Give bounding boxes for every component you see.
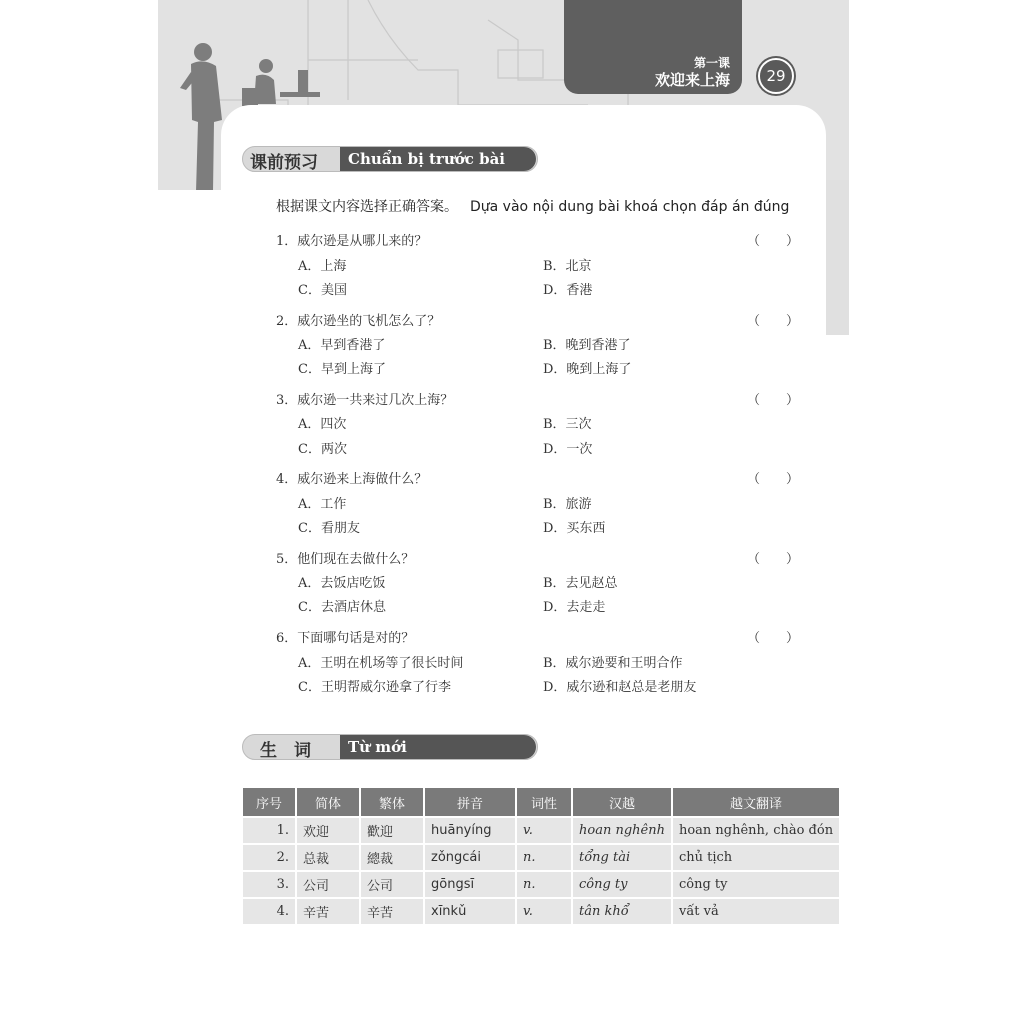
question-4: 4．威尔逊来上海做什么？ <box>276 472 428 487</box>
option-4b: B．旅游 <box>543 497 592 512</box>
option-3c: C．两次 <box>298 442 347 457</box>
answer-blank-2: （ ） <box>747 314 800 329</box>
question-3: 3．威尔逊一共来过几次上海？ <box>276 393 454 408</box>
col-header-pos: 词性 <box>517 788 571 816</box>
col-header-pinyin: 拼音 <box>425 788 515 816</box>
question-6: 6．下面哪句话是对的？ <box>276 631 415 646</box>
col-header-simplified: 简体 <box>297 788 359 816</box>
option-5d: D．去走走 <box>543 600 606 615</box>
lesson-tab <box>564 0 742 94</box>
option-2d: D．晚到上海了 <box>543 362 632 377</box>
col-header-traditional: 繁体 <box>361 788 423 816</box>
section-title-vi: Từ mới <box>340 735 536 759</box>
table-row: 1. 欢迎 歡迎 huānyíng v. hoan nghênh hoan nghênh, chào đón <box>243 816 839 843</box>
option-6a: A．王明在机场等了很长时间 <box>298 656 464 671</box>
col-header-translation: 越文翻译 <box>673 788 839 816</box>
option-5c: C．去酒店休息 <box>298 600 386 615</box>
table-row: 4. 辛苦 辛苦 xīnkǔ v. tân khổ vất vả <box>243 897 839 924</box>
instruction-vi: Dựa vào nội dung bài khoá chọn đáp án đúng <box>470 199 790 215</box>
question-5: 5．他们现在去做什么？ <box>276 552 415 567</box>
option-6c: C．王明帮威尔逊拿了行李 <box>298 680 451 695</box>
option-1b: B．北京 <box>543 259 592 274</box>
instruction <box>276 196 789 216</box>
table-row: 2. 总裁 總裁 zǒngcái n. tổng tài chủ tịch <box>243 843 839 870</box>
answer-blank-1: （ ） <box>747 234 800 249</box>
option-3d: D．一次 <box>543 442 593 457</box>
option-5a: A．去饭店吃饭 <box>298 576 386 591</box>
col-header-index: 序号 <box>243 788 295 816</box>
option-2c: C．早到上海了 <box>298 362 386 377</box>
answer-blank-5: （ ） <box>747 552 800 567</box>
option-6b: B．威尔逊要和王明合作 <box>543 656 683 671</box>
question-2: 2．威尔逊坐的飞机怎么了？ <box>276 314 441 329</box>
answer-blank-4: （ ） <box>747 472 800 487</box>
vocab-table <box>241 788 841 924</box>
lesson-title: 欢迎来上海 <box>654 71 730 89</box>
section-title-zh: 课前预习 <box>250 153 318 173</box>
page-number: 29 <box>758 58 794 94</box>
instruction-zh: 根据课文内容选择正确答案。 <box>276 199 458 215</box>
page-edge-strip <box>825 180 849 335</box>
option-5b: B．去见赵总 <box>543 576 618 591</box>
section-header-vocab <box>242 734 538 760</box>
option-1d: D．香港 <box>543 283 593 298</box>
option-1a: A．上海 <box>298 259 347 274</box>
option-4d: D．买东西 <box>543 521 606 536</box>
option-6d: D．威尔逊和赵总是老朋友 <box>543 680 697 695</box>
option-3a: A．四次 <box>298 417 347 432</box>
option-1c: C．美国 <box>298 283 347 298</box>
col-header-hanviet: 汉越 <box>573 788 671 816</box>
section-header-preview <box>242 146 538 192</box>
option-2b: B．晚到香港了 <box>543 338 631 353</box>
section-title-zh: 生 词 <box>260 741 311 761</box>
answer-blank-3: （ ） <box>747 393 800 408</box>
option-4c: C．看朋友 <box>298 521 360 536</box>
option-4a: A．工作 <box>298 497 347 512</box>
lesson-label: 第一课 <box>693 56 730 70</box>
answer-blank-6: （ ） <box>747 631 800 646</box>
option-3b: B．三次 <box>543 417 592 432</box>
question-1: 1．威尔逊是从哪儿来的？ <box>276 234 428 249</box>
section-title-vi: Chuẩn bị trước bài khoá <box>340 147 536 171</box>
table-row: 3. 公司 公司 gōngsī n. công ty công ty <box>243 870 839 897</box>
option-2a: A．早到香港了 <box>298 338 386 353</box>
